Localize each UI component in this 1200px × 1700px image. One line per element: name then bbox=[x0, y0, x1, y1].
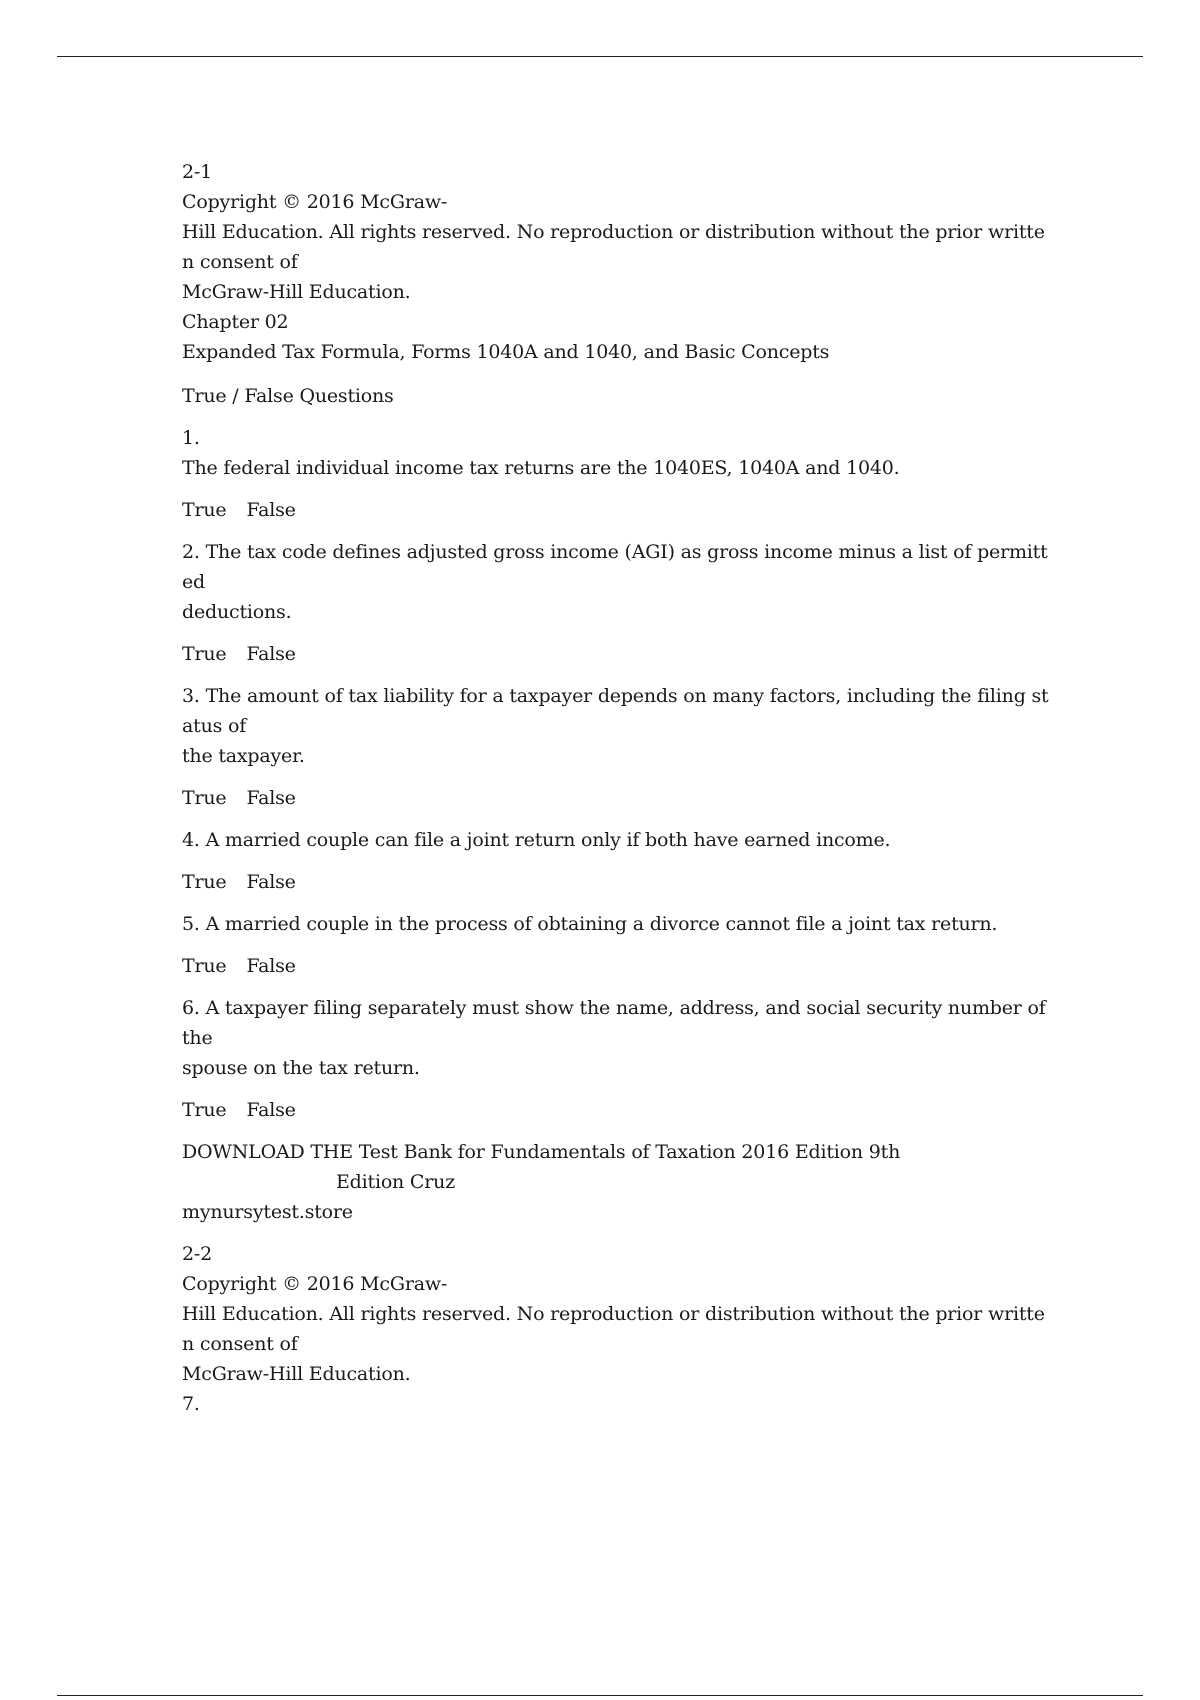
answer-true: True bbox=[182, 871, 227, 893]
answer-true: True bbox=[182, 643, 227, 665]
question-text: 5. A married couple in the process of obtaining a divorce cannot file a joint tax return. bbox=[182, 913, 998, 935]
answer-options-6 bbox=[182, 1095, 1062, 1125]
question-text: 6. A taxpayer filing separately must show the name, address, and social security number of bbox=[182, 997, 1046, 1019]
chapter-title: Expanded Tax Formula, Forms 1040A and 1040, and Basic Concepts bbox=[182, 341, 830, 363]
question-2 bbox=[182, 537, 1062, 627]
copyright-line: n consent of bbox=[182, 1333, 298, 1355]
bottom-rule bbox=[57, 1695, 1143, 1696]
page-number: 2-1 bbox=[182, 161, 212, 183]
section-title: True / False Questions bbox=[182, 385, 394, 407]
question-text: atus of bbox=[182, 715, 247, 737]
answer-false: False bbox=[246, 643, 296, 665]
answer-false: False bbox=[246, 955, 296, 977]
question-text: 1. bbox=[182, 427, 200, 449]
answer-options-4 bbox=[182, 867, 1062, 897]
copyright-line: Hill Education. All rights reserved. No reproduction or distribution without the prior writte bbox=[182, 1303, 1045, 1325]
answer-true: True bbox=[182, 499, 227, 521]
copyright-line: McGraw-Hill Education. bbox=[182, 281, 411, 303]
answer-false: False bbox=[246, 499, 296, 521]
site-name: mynursytest.store bbox=[182, 1201, 353, 1223]
answer-true: True bbox=[182, 787, 227, 809]
download-line: DOWNLOAD THE Test Bank for Fundamentals of Taxation 2016 Edition 9th bbox=[182, 1141, 901, 1163]
copyright-line: Copyright © 2016 McGraw- bbox=[182, 1273, 448, 1295]
question-1 bbox=[182, 423, 1062, 483]
download-notice bbox=[182, 1137, 1062, 1227]
question-text: the bbox=[182, 1027, 213, 1049]
answer-true: True bbox=[182, 955, 227, 977]
question-3 bbox=[182, 681, 1062, 771]
question-text: spouse on the tax return. bbox=[182, 1057, 420, 1079]
top-rule bbox=[57, 56, 1143, 57]
answer-options-1 bbox=[182, 495, 1062, 525]
question-text: The federal individual income tax returns are the 1040ES, 1040A and 1040. bbox=[182, 457, 900, 479]
copyright-line: Hill Education. All rights reserved. No reproduction or distribution without the prior writte bbox=[182, 221, 1045, 243]
question-number: 7. bbox=[182, 1393, 200, 1415]
answer-false: False bbox=[246, 1099, 296, 1121]
question-text: deductions. bbox=[182, 601, 292, 623]
page-header bbox=[182, 157, 1062, 367]
question-4 bbox=[182, 825, 1062, 855]
answer-false: False bbox=[246, 787, 296, 809]
answer-options-5 bbox=[182, 951, 1062, 981]
question-text: the taxpayer. bbox=[182, 745, 305, 767]
page-number: 2-2 bbox=[182, 1243, 212, 1265]
download-line: Edition Cruz bbox=[336, 1171, 456, 1193]
answer-false: False bbox=[246, 871, 296, 893]
answer-options-3 bbox=[182, 783, 1062, 813]
answer-true: True bbox=[182, 1099, 227, 1121]
document-body bbox=[182, 157, 1062, 1419]
question-text: 2. The tax code defines adjusted gross income (AGI) as gross income minus a list of permitt bbox=[182, 541, 1048, 563]
question-text: 3. The amount of tax liability for a taxpayer depends on many factors, including the filing st bbox=[182, 685, 1049, 707]
copyright-line: n consent of bbox=[182, 251, 298, 273]
copyright-line: McGraw-Hill Education. bbox=[182, 1363, 411, 1385]
chapter-number: Chapter 02 bbox=[182, 311, 289, 333]
question-text: ed bbox=[182, 571, 206, 593]
copyright-line: Copyright © 2016 McGraw- bbox=[182, 191, 448, 213]
question-text: 4. A married couple can file a joint return only if both have earned income. bbox=[182, 829, 891, 851]
page-2-header bbox=[182, 1239, 1062, 1419]
question-6 bbox=[182, 993, 1062, 1083]
question-5 bbox=[182, 909, 1062, 939]
answer-options-2 bbox=[182, 639, 1062, 669]
